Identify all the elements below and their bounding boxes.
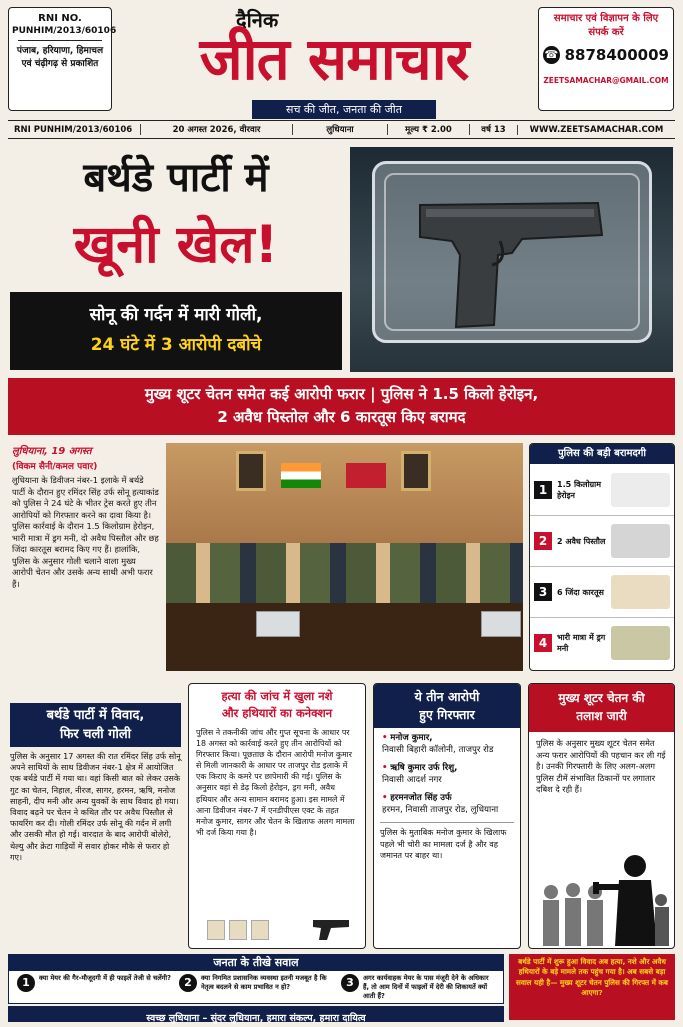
contact-line: समाचार एवं विज्ञापन के लिए संपर्क करें (553, 13, 659, 38)
accused-name: हरमनजोत सिंह उर्फ (390, 793, 452, 803)
byline: (विकम सैनी/कमल पवार) (12, 462, 98, 472)
closing-question-text: बर्थडे पार्टी में शुरू हुआ विवाद अब हत्या, नशे और अवैध हथियारों के बड़े मामले तक पहुंच गया है। अब सबसे बड़ा सवाल यही है— मुख्य शूटर चेतन पुलिस की गिरफ्त में कब आएगा? (515, 957, 669, 997)
banner-line-2: 2 अवैध पिस्तोल और 6 कारतूस किए बरामद (217, 408, 466, 426)
col1-title-2: फिर चली गोली (59, 727, 132, 742)
col2-title-2: और हथियारों का कनेक्शन (221, 706, 333, 720)
contact-box (538, 7, 674, 111)
recovery-label: 1.5 किलोग्राम हेरोइन (557, 479, 602, 500)
press-conference-photo (166, 443, 523, 671)
recovery-label: 2 अवैध पिस्तौल (557, 536, 606, 546)
subheadline-box (10, 292, 342, 370)
pistol-icon (311, 918, 351, 942)
phone-icon: ☎ (543, 46, 560, 64)
question-text: अगर कार्यवाहक मेयर के पास मंजूरी देने के अधिकार हैं, तो आम दिनों में फाइलों में देरी की शिकायतें क्यों आती हैं? (363, 974, 489, 1000)
reg-label: RNI NO. (38, 13, 82, 24)
lead-body: लुधियाना के डिवीजन नंबर-1 इलाके में बर्थडे पार्टी के दौरान हुए रमिंदर सिंह उर्फ सोनू हत्याकांड को पुलिस ने 24 घंटे के भीतर ट्रेस करते हुए तीन आरोपियों को गिरफ्तार करने का दावा किया है। पुलिस कार्रवाई के दौरान 1.5 किलोग्राम हेरोइन, भारी मात्रा में ड्रग मनी, दो अवैध पिस्तौल और छह जिंदा कारतूस बरामद किए गए हैं। हालांकि, पुलिस के अनुसार गोली चलाने वाला मुख्य आरोपी चेतन और उसके अन्य साथी अभी फरार हैं। (12, 475, 159, 589)
accused-item: • ऋषि कुमार उर्फ रिशु, निवासी आदर्श नगर (382, 763, 458, 785)
column-2 (188, 683, 366, 949)
question-item (337, 974, 499, 1001)
question-number: 3 (341, 974, 359, 992)
accused-detail: हरमन, निवासी ताजपुर रोड, लुधियाना (382, 805, 499, 815)
recovery-number: 2 (534, 532, 552, 550)
col2-title-1: हत्या की जांच में खुला नशे (221, 689, 333, 703)
column-3 (373, 683, 521, 949)
tagline: सच की जीत, जनता की जीत (252, 100, 436, 119)
heroin-packets-icon (611, 473, 670, 507)
lead-story (12, 443, 159, 590)
col4-header (529, 684, 674, 732)
dateline: लुधियाना, 19 अगस्त (12, 446, 92, 457)
pistols-icon (611, 524, 670, 558)
subheadline-2: 24 घंटे में 3 आरोपी दबोचे (90, 335, 262, 355)
col4-body: पुलिस के अनुसार मुख्य शूटर चेतन समेत अन्य फरार आरोपियों की पहचान कर ली गई है। उनकी गिरफ्तारी के लिए अलग-अलग पुलिस टीमें संभावित ठिकानों पर लगातार दबिश दे रही हैं। (536, 738, 666, 795)
col3-header (374, 684, 520, 728)
sub-banner (8, 378, 675, 435)
pistol-icon (412, 195, 612, 335)
evidence-photos (207, 916, 357, 942)
recovery-number: 1 (534, 481, 552, 499)
accused-item: • हरमनजोत सिंह उर्फ हरमन, निवासी ताजपुर रोड, लुधियाना (382, 793, 499, 815)
cash-bundles-icon (611, 626, 670, 660)
headline-line-2: खूनी खेल! (73, 215, 279, 275)
question-item (175, 974, 337, 1001)
accused-detail: निवासी बिहारी कॉलोनी, ताजपुर रोड (382, 745, 494, 755)
headline-line-1: बर्थडे पार्टी में (83, 155, 269, 201)
footer-slogan (8, 1006, 504, 1022)
paper-small-title: दैनिक (236, 8, 279, 32)
accused-item: • मनोज कुमार, निवासी बिहारी कॉलोनी, ताजपुर रोड (382, 733, 494, 755)
recovery-number: 3 (534, 583, 552, 601)
question-item (13, 974, 175, 1001)
pistol-photo (350, 147, 673, 372)
cartridges-icon (611, 575, 670, 609)
shooter-silhouette-icon (535, 850, 671, 946)
packet-icon (229, 920, 247, 940)
question-text: क्या मेयर की गैर-मौजूदगी में ही फाइलें तेजी से चलेंगी? (39, 974, 171, 982)
recovery-item (530, 464, 674, 515)
col4-title-2: तलाश जारी (576, 709, 627, 723)
question-number: 1 (17, 974, 35, 992)
questions-section (8, 954, 504, 1004)
info-website: WWW.ZEETSAMACHAR.COM (517, 125, 675, 135)
col3-note: पुलिस के मुताबिक मनोज कुमार के खिलाफ पहले भी चोरी का मामला दर्ज है और वह जमानत पर बाहर था। (380, 822, 514, 862)
col3-title-1: ये तीन आरोपी (414, 689, 480, 704)
col1-title-1: बर्थडे पार्टी में विवाद, (46, 708, 145, 723)
recovery-item (530, 566, 674, 617)
question-text: क्या निगमित प्रशासनिक व्यवस्था इतनी मजबूत है कि नेतृत्व बदलने से काम प्रभावित न हो? (201, 974, 327, 991)
recovery-box (529, 443, 675, 671)
subheadline-1: सोनू की गर्दन में मारी गोली, (89, 305, 263, 325)
col1-body: पुलिस के अनुसार 17 अगस्त की रात रमिंदर सिंह उर्फ सोनू अपने साथियों के साथ डिवीजन नंबर-1 क्षेत्र में आयोजित एक बर्थडे पार्टी में गया था। वहां किसी बात को लेकर उसके गुट का चेतन, निहाल, नीरज, सागर, हरमन, ऋषि, मनोज साहनी, दीप मनी और अन्य युवकों के साथ विवाद हो गया। विवाद बढ़ने पर चेतन ने कथित तौर पर अवैध पिस्तौल से फायरिंग कर दी। गोली रमिंदर उर्फ सोनू की गर्दन में लगी और उसकी मौत हो गई। वारदात के बाद आरोपी बोलेरो, थेल्यु और क्रेटा गाड़ियों में सवार होकर मौके से फरार हो गए। (10, 751, 181, 862)
recovery-item (530, 617, 674, 668)
col3-title-2: हुए गिरफ्तार (419, 707, 475, 722)
packet-icon (251, 920, 269, 940)
region-text: पंजाब, हरियाणा, हिमाचल एवं चंढ़ीगढ़ से प्रकाशित (16, 46, 104, 69)
registration-box (8, 7, 117, 111)
banner-line-1: मुख्य शूटर चेतन समेत कई आरोपी फरार | पुलिस ने 1.5 किलो हेरोइन, (144, 385, 539, 403)
info-city: लुधियाना (292, 124, 387, 135)
info-rni: RNI PUNHIM/2013/60106 (14, 124, 133, 135)
recovery-number: 4 (534, 634, 552, 652)
info-price: मूल्य ₹ 2.00 (387, 124, 469, 135)
packet-icon (207, 920, 225, 940)
accused-detail: निवासी आदर्श नगर (382, 775, 442, 785)
recovery-title: पुलिस की बड़ी बरामदगी (530, 444, 674, 464)
accused-name: ऋषि कुमार उर्फ रिशु, (390, 763, 458, 773)
col4-title-1: मुख्य शूटर चेतन की (558, 691, 645, 705)
paper-title: जीत समाचार (199, 25, 469, 93)
footer-text: स्वच्छ लुधियाना – सुंदर लुधियाना, हमारा संकल्प, हमारा दायित्व (146, 1013, 366, 1024)
column-4 (528, 683, 675, 949)
info-date: 20 अगस्त 2026, वीरवार (140, 124, 292, 135)
col1-header (10, 703, 181, 747)
accused-name: मनोज कुमार, (390, 733, 433, 743)
column-1 (10, 703, 181, 949)
info-bar (8, 120, 675, 139)
info-year: वर्ष 13 (469, 124, 517, 135)
reg-number: PUNHIM/2013/60106 (12, 26, 117, 36)
recovery-item (530, 515, 674, 566)
recovery-label: भारी मात्रा में ड्रग मनी (557, 633, 606, 653)
phone-number: 8878400009 (564, 46, 669, 64)
closing-question-box (509, 954, 675, 1020)
email: ZEETSAMACHAR@GMAIL.COM (543, 76, 669, 85)
questions-title: जनता के तीखे सवाल (9, 955, 503, 971)
question-number: 2 (179, 974, 197, 992)
col2-body: पुलिस ने तकनीकी जांच और गुप्त सूचना के आधार पर 18 अगस्त को कार्रवाई करते हुए तीन आरोपियों को गिरफ्तार किया। पूछताछ के दौरान आरोपी मनोज कुमार से मिली जानकारी के आधार पर ताजपुर रोड इलाके में एक किराए के कमरे पर छापेमारी की गई। पुलिस के अनुसार वहां से डेढ़ किलो हेरोइन, ड्रग मनी, अवैध हथियार और अन्य सामान बरामद हुआ। इस मामले में आना डिवीजन नंबर-7 में एनडीपीएस एक्ट के तहत मनोज कुमार, सागर और चेतन के खिलाफ अलग मामला भी दर्ज किया गया है। (196, 728, 355, 837)
recovery-label: 6 जिंदा कारतूस (557, 587, 604, 597)
